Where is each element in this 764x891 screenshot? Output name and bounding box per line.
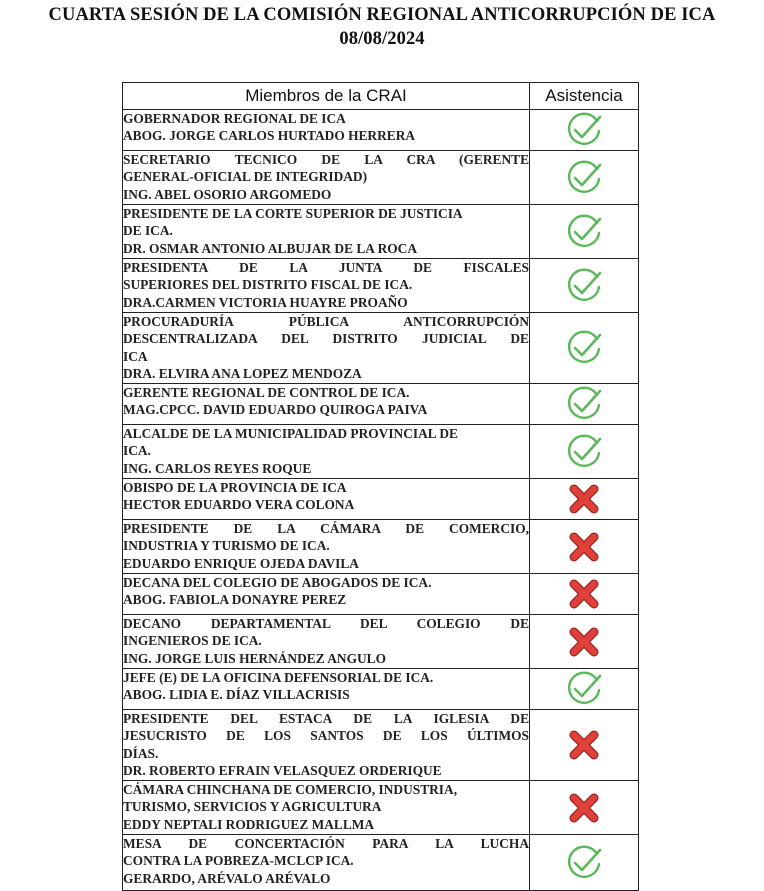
table-row: [123, 479, 639, 520]
member-cell: [123, 425, 530, 479]
attendance-cell: [530, 835, 639, 891]
member-text-line: GOBERNADOR REGIONAL DE ICA: [123, 111, 346, 126]
attendance-cell: [530, 151, 639, 205]
member-cell: [123, 313, 530, 384]
table-row: [123, 259, 639, 313]
member-text-line: ABOG. LIDIA E. DÍAZ VILLACRISIS: [123, 687, 350, 703]
table-row: [123, 669, 639, 710]
red-cross-icon: [564, 725, 604, 765]
attendance-cell: [530, 259, 639, 313]
table-row: [123, 574, 639, 615]
attendance-table: [122, 82, 639, 891]
member-text-line: ICA.: [123, 443, 151, 459]
attendance-cell: [530, 669, 639, 710]
member-text-line: OBISPO DE LA PROVINCIA DE ICA: [123, 480, 347, 495]
member-text-line: DESCENTRALIZADA DEL DISTRITO JUDICIAL DE: [123, 331, 529, 347]
table-row: [123, 205, 639, 259]
member-text-line: GERENTE REGIONAL DE CONTROL DE ICA.: [123, 385, 410, 400]
document-title: CUARTA SESIÓN DE LA COMISIÓN REGIONAL ANTICORRUPCIÓN DE ICA: [48, 5, 716, 25]
member-text-line: ABOG. FABIOLA DONAYRE PEREZ: [123, 592, 347, 608]
member-text-line: PRESIDENTE DEL ESTACA DE LA IGLESIA DE: [123, 711, 529, 726]
member-text-line: ING. ABEL OSORIO ARGOMEDO: [123, 186, 332, 202]
member-text-line: DRA. ELVIRA ANA LOPEZ MENDOZA: [123, 365, 362, 381]
check-circle-icon: [564, 266, 604, 306]
table-body: [123, 110, 639, 891]
member-text-line: DÍAS.: [123, 745, 159, 761]
member-text-line: DE ICA.: [123, 223, 173, 239]
attendance-cell: [530, 110, 639, 151]
member-cell: [123, 520, 530, 574]
table-row: [123, 151, 639, 205]
member-text-line: EDDY NEPTALI RODRIGUEZ MALLMA: [123, 816, 375, 832]
table-row: [123, 313, 639, 384]
red-cross-icon: [564, 527, 604, 567]
check-circle-icon: [564, 212, 604, 252]
session-date: 08/08/2024: [339, 29, 425, 49]
member-cell: [123, 669, 530, 710]
member-text-line: ING. CARLOS REYES ROQUE: [123, 460, 312, 476]
member-cell: [123, 259, 530, 313]
member-text-line: DECANA DEL COLEGIO DE ABOGADOS DE ICA.: [123, 575, 432, 590]
check-circle-icon: [564, 158, 604, 198]
table-row: [123, 710, 639, 781]
member-cell: [123, 479, 530, 520]
member-text-line: EDUARDO ENRIQUE OJEDA DAVILA: [123, 555, 359, 571]
member-text-line: PRESIDENTE DE LA CORTE SUPERIOR DE JUSTICIA: [123, 206, 463, 221]
member-text-line: DR. OSMAR ANTONIO ALBUJAR DE LA ROCA: [123, 240, 418, 256]
member-text-line: GERARDO, ARÉVALO ARÉVALO: [123, 870, 331, 886]
header-members: Miembros de la CRAI: [123, 83, 530, 110]
member-text-line: DECANO DEPARTAMENTAL DEL COLEGIO DE: [123, 616, 529, 631]
red-cross-icon: [564, 574, 604, 614]
member-text-line: HECTOR EDUARDO VERA COLONA: [123, 497, 355, 513]
member-text-line: ICA: [123, 348, 148, 364]
attendance-cell: [530, 520, 639, 574]
member-text-line: JESUCRISTO DE LOS SANTOS DE LOS ÚLTIMOS: [123, 728, 529, 744]
member-text-line: ALCALDE DE LA MUNICIPALIDAD PROVINCIAL DE: [123, 426, 458, 441]
member-cell: [123, 205, 530, 259]
member-text-line: PRESIDENTA DE LA JUNTA DE FISCALES: [123, 260, 529, 275]
member-text-line: DRA.CARMEN VICTORIA HUAYRE PROAÑO: [123, 294, 408, 310]
member-text-line: JEFE (E) DE LA OFICINA DEFENSORIAL DE ICA.: [123, 670, 434, 685]
check-circle-icon: [564, 328, 604, 368]
member-text-line: GENERAL-OFICIAL DE INTEGRIDAD): [123, 169, 368, 185]
check-circle-icon: [564, 432, 604, 472]
member-text-line: PROCURADURÍA PÚBLICA ANTICORRUPCIÓN: [123, 314, 529, 329]
member-text-line: ING. JORGE LUIS HERNÁNDEZ ANGULO: [123, 650, 387, 666]
red-cross-icon: [564, 622, 604, 662]
member-cell: [123, 151, 530, 205]
member-cell: [123, 710, 530, 781]
table-row: [123, 425, 639, 479]
member-cell: [123, 574, 530, 615]
member-text-line: ABOG. JORGE CARLOS HURTADO HERRERA: [123, 128, 416, 144]
check-circle-icon: [564, 110, 604, 150]
member-cell: [123, 835, 530, 891]
attendance-cell: [530, 384, 639, 425]
member-cell: [123, 781, 530, 835]
member-cell: [123, 384, 530, 425]
table-row: [123, 835, 639, 891]
attendance-cell: [530, 205, 639, 259]
attendance-cell: [530, 574, 639, 615]
attendance-cell: [530, 781, 639, 835]
attendance-cell: [530, 425, 639, 479]
member-text-line: PRESIDENTE DE LA CÁMARA DE COMERCIO,: [123, 521, 529, 536]
member-text-line: TURISMO, SERVICIOS Y AGRICULTURA: [123, 799, 382, 815]
member-text-line: DR. ROBERTO EFRAIN VELASQUEZ ORDERIQUE: [123, 762, 442, 778]
attendance-cell: [530, 313, 639, 384]
table-row: [123, 781, 639, 835]
member-text-line: CÁMARA CHINCHANA DE COMERCIO, INDUSTRIA,: [123, 782, 458, 797]
member-text-line: MAG.CPCC. DAVID EDUARDO QUIROGA PAIVA: [123, 402, 428, 418]
table-row: [123, 384, 639, 425]
check-circle-icon: [564, 384, 604, 424]
table-header-row: [123, 83, 639, 110]
member-text-line: SECRETARIO TECNICO DE LA CRA (GERENTE: [123, 152, 529, 167]
member-text-line: INDUSTRIA Y TURISMO DE ICA.: [123, 538, 330, 554]
check-circle-icon: [564, 669, 604, 709]
member-text-line: CONTRA LA POBREZA-MCLCP ICA.: [123, 853, 354, 869]
member-text-line: INGENIEROS DE ICA.: [123, 633, 262, 649]
attendance-cell: [530, 479, 639, 520]
header-attendance: Asistencia: [530, 83, 639, 110]
member-cell: [123, 615, 530, 669]
table-row: [123, 615, 639, 669]
check-circle-icon: [564, 843, 604, 883]
member-text-line: SUPERIORES DEL DISTRITO FISCAL DE ICA.: [123, 277, 413, 293]
member-text-line: MESA DE CONCERTACIÓN PARA LA LUCHA: [123, 836, 529, 851]
red-cross-icon: [564, 788, 604, 828]
attendance-cell: [530, 615, 639, 669]
table-row: [123, 520, 639, 574]
red-cross-icon: [564, 479, 604, 519]
member-cell: [123, 110, 530, 151]
attendance-cell: [530, 710, 639, 781]
table-row: [123, 110, 639, 151]
